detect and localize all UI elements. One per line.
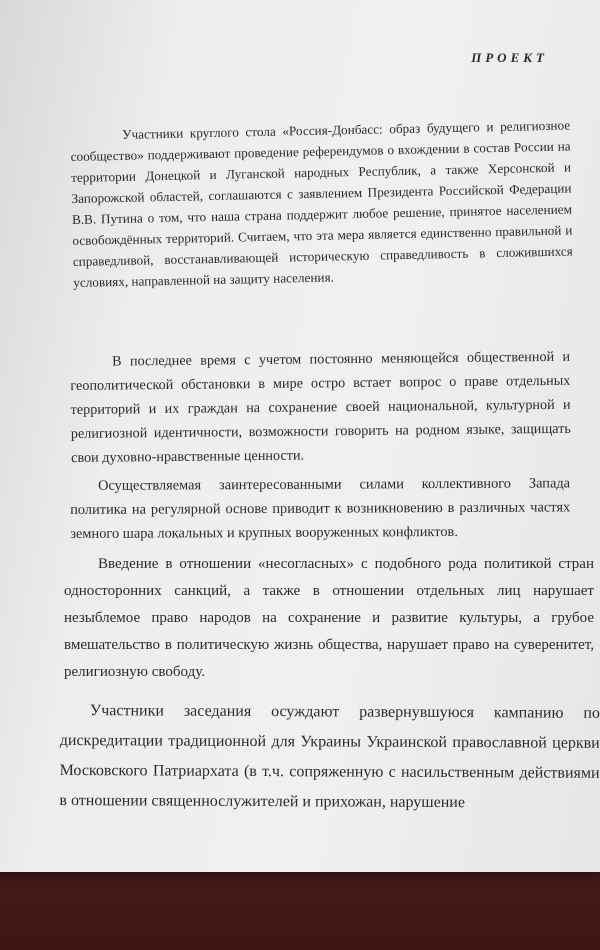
draft-stamp: ПРОЕКТ bbox=[471, 50, 548, 65]
paragraph-3: Осуществляемая заинтересованными силами коллективного Запада политика на регулярной основе приводит к возникновению в различных частях земного шара локальных и крупных вооруженных конфликтов. bbox=[70, 475, 571, 543]
paragraph-4: Введение в отношении «несогласных» с подобного рода политикой стран односторонних санкций, а также в отношении отдельных лиц нарушает незыблемое право народов на сохранение и развитие культуры, а грубое вмешательство в политическую жизнь общества, нарушает право на суверенитет, религиозную свободу. bbox=[64, 556, 594, 680]
paragraph-2: В последнее время с учетом постоянно меняющейся общественной и геополитической обстановки в мире остро встает вопрос о праве отдельных территорий и их граждан на сохранение своей национальной, культурной и религиозной идентичности, возможности говорить на родном языке, защищать свои духовно-нравственные ценности. bbox=[70, 348, 571, 467]
paragraph-1: Участники круглого стола «Россия-Донбасс: образ будущего и религиозное сообщество» поддерживают проведение референдумов о вхождении в состав России на территории Донецкой и Луганской народных Республик, а также Херсонской и Запорожской областей, соглашаются с заявлением Президента Российской Федерации В.В. Путина о том, что наша страна поддержит любое решение, принятое населением освобождённых территорий. Считаем, что эта мера является единственно правильной и справедливой, восстанавливающей историческую справедливость в сложившихся условиях, направленной на защиту населения. bbox=[70, 117, 573, 291]
paragraph-5: Участники заседания осуждают развернувшуюся кампанию по дискредитации традиционной для Украины Украинской православной церкви Московского Патриархата (в т.ч. сопряженную с насильственным действиями в отношении священнослужителей и прихожан, нарушение bbox=[59, 702, 600, 812]
